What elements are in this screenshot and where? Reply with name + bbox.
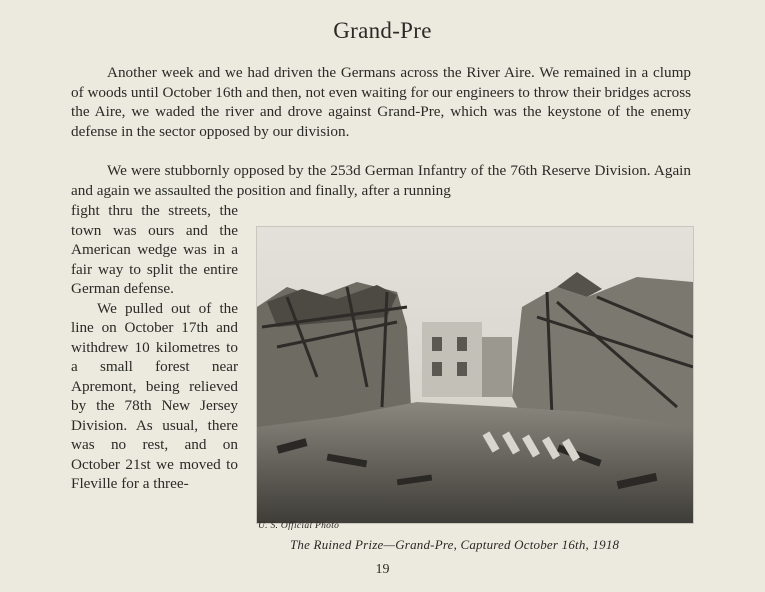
page-number: 19 — [375, 562, 390, 577]
text-column — [71, 201, 238, 494]
photo-credit: U. S. Official Photo — [258, 521, 340, 531]
photo-caption: The Ruined Prize—Grand-Pre, Captured October 16th, 1918 — [290, 537, 620, 552]
ruins-photo-illustration — [257, 227, 693, 523]
page-title: Grand-Pre — [333, 18, 432, 43]
ruins-photo — [256, 226, 694, 524]
paragraph-1: Another week and we had driven the Germans across the River Aire. We remained in a clump of woods until October 16th and then, not even waiting for our engineers to throw their bridges across the Aire, we waded the river and drove against Grand-Pre, which was the keystone of the enemy defense in the sector opposed by our division. — [71, 64, 692, 140]
paragraph-2-continued: fight thru the streets, the town was ours and the American wedge was in a fair way to split the entire German defense. — [71, 202, 238, 297]
paragraph-2: We were stubbornly opposed by the 253d German Infantry of the 76th Reserve Division. Again and again we assaulted the position and finally, after a running — [71, 162, 691, 199]
paragraph-3: We pulled out of the line on October 17th and withdrew 10 kilometres to a small forest near Apremont, being relieved by the 78th New Jersey Division. As usual, there was no rest, and on October 21st we moved to Fleville for a three- — [71, 299, 238, 492]
